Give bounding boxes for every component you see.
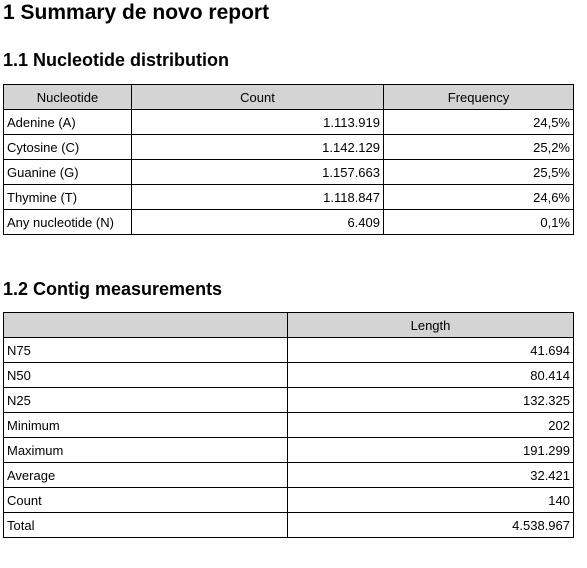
- nucleotide-distribution-heading: 1.1 Nucleotide distribution: [3, 50, 230, 70]
- measure-name: Maximum: [4, 438, 288, 463]
- column-header-count: Count: [132, 85, 384, 110]
- column-header-frequency: Frequency: [384, 85, 574, 110]
- nucleotide-count: 1.142.129: [132, 135, 384, 160]
- table-row: [4, 110, 574, 135]
- measure-length: 140: [288, 488, 574, 513]
- nucleotide-frequency: 25,2%: [384, 135, 574, 160]
- table-row: [4, 388, 574, 413]
- contig-measurements-heading: 1.2 Contig measurements: [3, 279, 223, 299]
- table-row: [4, 160, 574, 185]
- table-row: [4, 210, 574, 235]
- measure-length: 32.421: [288, 463, 574, 488]
- nucleotide-count: 1.118.847: [132, 185, 384, 210]
- nucleotide-frequency: 0,1%: [384, 210, 574, 235]
- nucleotide-name: Cytosine (C): [4, 135, 132, 160]
- nucleotide-name: Any nucleotide (N): [4, 210, 132, 235]
- table-row: [4, 185, 574, 210]
- measure-name: N50: [4, 363, 288, 388]
- nucleotide-distribution-table: [3, 84, 574, 235]
- nucleotide-name: Adenine (A): [4, 110, 132, 135]
- column-header-nucleotide: Nucleotide: [4, 85, 132, 110]
- nucleotide-count: 1.157.663: [132, 160, 384, 185]
- nucleotide-count: 1.113.919: [132, 110, 384, 135]
- table-row: [4, 438, 574, 463]
- table-header-row: [4, 85, 574, 110]
- table-row: [4, 363, 574, 388]
- nucleotide-count: 6.409: [132, 210, 384, 235]
- table-row: [4, 513, 574, 538]
- table-row: [4, 488, 574, 513]
- measure-length: 191.299: [288, 438, 574, 463]
- column-header-length: Length: [288, 313, 574, 338]
- column-header-measure: [4, 313, 288, 338]
- table-row: [4, 463, 574, 488]
- measure-length: 80.414: [288, 363, 574, 388]
- measure-name: Average: [4, 463, 288, 488]
- measure-length: 41.694: [288, 338, 574, 363]
- nucleotide-frequency: 24,6%: [384, 185, 574, 210]
- measure-name: Total: [4, 513, 288, 538]
- nucleotide-frequency: 25,5%: [384, 160, 574, 185]
- measure-name: Minimum: [4, 413, 288, 438]
- measure-name: N75: [4, 338, 288, 363]
- measure-length: 202: [288, 413, 574, 438]
- measure-name: N25: [4, 388, 288, 413]
- nucleotide-name: Guanine (G): [4, 160, 132, 185]
- measure-length: 132.325: [288, 388, 574, 413]
- table-row: [4, 338, 574, 363]
- measure-length: 4.538.967: [288, 513, 574, 538]
- contig-measurements-table: [3, 312, 574, 538]
- report-title: 1 Summary de novo report: [3, 1, 270, 24]
- table-row: [4, 135, 574, 160]
- table-header-row: [4, 313, 574, 338]
- measure-name: Count: [4, 488, 288, 513]
- table-row: [4, 413, 574, 438]
- nucleotide-frequency: 24,5%: [384, 110, 574, 135]
- nucleotide-name: Thymine (T): [4, 185, 132, 210]
